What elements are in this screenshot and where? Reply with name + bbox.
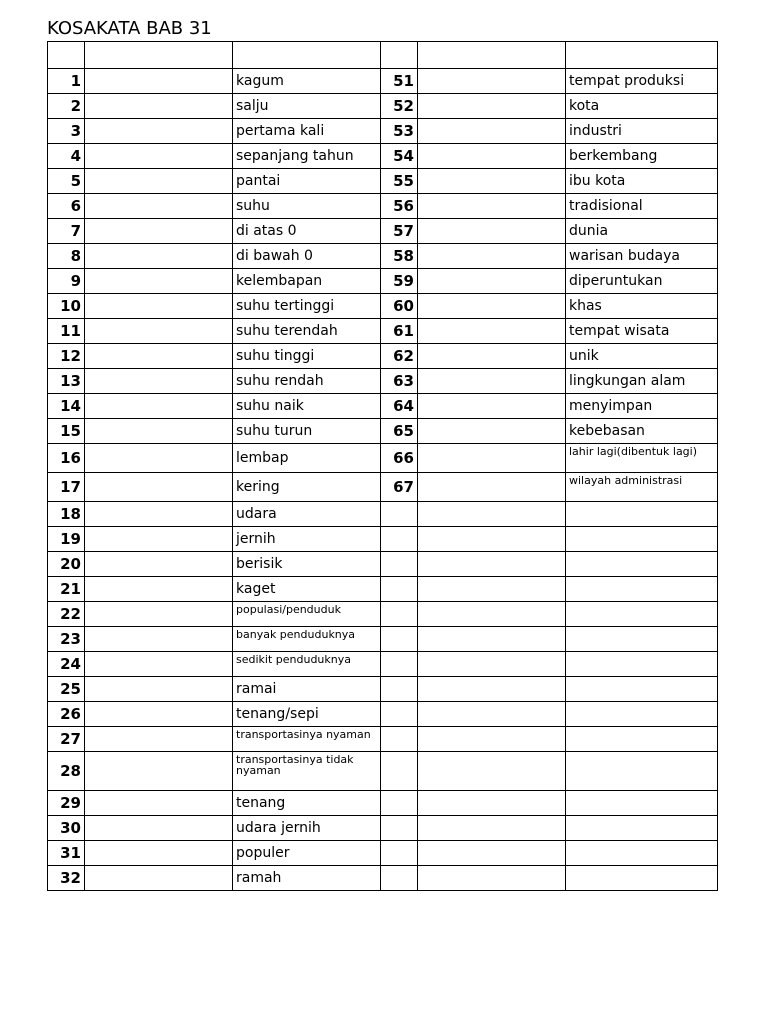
japanese-term-right	[418, 244, 566, 269]
meaning-left: ramah	[233, 866, 381, 891]
row-number-right	[381, 677, 418, 702]
row-number-right: 60	[381, 294, 418, 319]
table-row	[48, 244, 718, 269]
meaning-left: di bawah 0	[233, 244, 381, 269]
row-number-right: 55	[381, 169, 418, 194]
table-row	[48, 791, 718, 816]
japanese-term-left	[85, 527, 233, 552]
row-number-left: 14	[48, 394, 85, 419]
table-row	[48, 144, 718, 169]
table-row	[48, 473, 718, 502]
japanese-term-right	[418, 752, 566, 791]
japanese-term-left	[85, 69, 233, 94]
japanese-term-left	[85, 269, 233, 294]
japanese-term-right	[418, 577, 566, 602]
meaning-right: tempat wisata	[566, 319, 718, 344]
table-row	[48, 344, 718, 369]
row-number-right: 52	[381, 94, 418, 119]
meaning-left: populasi/penduduk	[233, 602, 381, 627]
meaning-right: berkembang	[566, 144, 718, 169]
row-number-left: 21	[48, 577, 85, 602]
row-number-left: 2	[48, 94, 85, 119]
japanese-term-right	[418, 219, 566, 244]
japanese-term-left	[85, 791, 233, 816]
row-number-left: 4	[48, 144, 85, 169]
row-number-left: 9	[48, 269, 85, 294]
table-row	[48, 194, 718, 219]
row-number-right: 67	[381, 473, 418, 502]
meaning-left: kaget	[233, 577, 381, 602]
table-row	[48, 419, 718, 444]
vocabulary-table	[47, 41, 718, 891]
japanese-term-right	[418, 502, 566, 527]
row-number-right	[381, 602, 418, 627]
meaning-right: tempat produksi	[566, 69, 718, 94]
row-number-right	[381, 552, 418, 577]
row-number-left: 15	[48, 419, 85, 444]
meaning-right: diperuntukan	[566, 269, 718, 294]
row-number-left: 18	[48, 502, 85, 527]
meaning-right	[566, 627, 718, 652]
row-number-right: 63	[381, 369, 418, 394]
header-japanese-right	[418, 42, 566, 69]
meaning-right: dunia	[566, 219, 718, 244]
row-number-left: 30	[48, 816, 85, 841]
table-row	[48, 69, 718, 94]
table-header-row	[48, 42, 718, 69]
japanese-term-left	[85, 552, 233, 577]
row-number-left: 16	[48, 444, 85, 473]
meaning-left: tenang/sepi	[233, 702, 381, 727]
row-number-left: 28	[48, 752, 85, 791]
table-row	[48, 294, 718, 319]
row-number-left: 12	[48, 344, 85, 369]
japanese-term-left	[85, 94, 233, 119]
table-row	[48, 219, 718, 244]
meaning-right: lingkungan alam	[566, 369, 718, 394]
header-number-right	[381, 42, 418, 69]
meaning-right: warisan budaya	[566, 244, 718, 269]
japanese-term-right	[418, 677, 566, 702]
meaning-right: kebebasan	[566, 419, 718, 444]
japanese-term-right	[418, 727, 566, 752]
japanese-term-right	[418, 527, 566, 552]
header-japanese-left	[85, 42, 233, 69]
row-number-right	[381, 841, 418, 866]
meaning-left: pertama kali	[233, 119, 381, 144]
row-number-left: 7	[48, 219, 85, 244]
row-number-right: 59	[381, 269, 418, 294]
japanese-term-left	[85, 702, 233, 727]
japanese-term-right	[418, 444, 566, 473]
japanese-term-left	[85, 394, 233, 419]
row-number-left: 20	[48, 552, 85, 577]
row-number-left: 31	[48, 841, 85, 866]
table-row	[48, 816, 718, 841]
table-row	[48, 866, 718, 891]
table-row	[48, 677, 718, 702]
meaning-right	[566, 752, 718, 791]
meaning-right	[566, 866, 718, 891]
japanese-term-left	[85, 319, 233, 344]
meaning-left: tenang	[233, 791, 381, 816]
row-number-right	[381, 791, 418, 816]
japanese-term-left	[85, 419, 233, 444]
japanese-term-left	[85, 577, 233, 602]
table-row	[48, 527, 718, 552]
meaning-right: ibu kota	[566, 169, 718, 194]
table-row	[48, 444, 718, 473]
japanese-term-right	[418, 473, 566, 502]
meaning-left: sepanjang tahun	[233, 144, 381, 169]
japanese-term-right	[418, 816, 566, 841]
header-number-left	[48, 42, 85, 69]
meaning-left: transportasinya nyaman	[233, 727, 381, 752]
row-number-right	[381, 527, 418, 552]
meaning-right: tradisional	[566, 194, 718, 219]
japanese-term-left	[85, 344, 233, 369]
japanese-term-left	[85, 119, 233, 144]
row-number-right: 66	[381, 444, 418, 473]
japanese-term-right	[418, 119, 566, 144]
japanese-term-left	[85, 502, 233, 527]
japanese-term-left	[85, 602, 233, 627]
japanese-term-left	[85, 652, 233, 677]
meaning-left: ramai	[233, 677, 381, 702]
meaning-right: kota	[566, 94, 718, 119]
meaning-right	[566, 677, 718, 702]
table-row	[48, 394, 718, 419]
row-number-right	[381, 652, 418, 677]
japanese-term-left	[85, 816, 233, 841]
meaning-left: populer	[233, 841, 381, 866]
row-number-right	[381, 627, 418, 652]
row-number-left: 6	[48, 194, 85, 219]
row-number-right	[381, 752, 418, 791]
meaning-left: berisik	[233, 552, 381, 577]
meaning-left: jernih	[233, 527, 381, 552]
meaning-right: industri	[566, 119, 718, 144]
row-number-left: 8	[48, 244, 85, 269]
header-meaning-right	[566, 42, 718, 69]
japanese-term-right	[418, 294, 566, 319]
meaning-left: suhu turun	[233, 419, 381, 444]
table-row	[48, 841, 718, 866]
japanese-term-right	[418, 552, 566, 577]
japanese-term-right	[418, 319, 566, 344]
row-number-left: 27	[48, 727, 85, 752]
meaning-left: suhu rendah	[233, 369, 381, 394]
vocabulary-rows	[48, 69, 718, 891]
meaning-right: wilayah administrasi	[566, 473, 718, 502]
row-number-right: 56	[381, 194, 418, 219]
japanese-term-right	[418, 369, 566, 394]
row-number-right: 61	[381, 319, 418, 344]
table-row	[48, 627, 718, 652]
japanese-term-right	[418, 194, 566, 219]
row-number-left: 22	[48, 602, 85, 627]
meaning-right	[566, 791, 718, 816]
meaning-right	[566, 577, 718, 602]
row-number-right	[381, 702, 418, 727]
meaning-left: suhu terendah	[233, 319, 381, 344]
table-row	[48, 752, 718, 791]
row-number-right	[381, 577, 418, 602]
japanese-term-left	[85, 752, 233, 791]
meaning-left: suhu tinggi	[233, 344, 381, 369]
table-row	[48, 119, 718, 144]
meaning-right	[566, 702, 718, 727]
row-number-right	[381, 727, 418, 752]
table-row	[48, 269, 718, 294]
row-number-left: 3	[48, 119, 85, 144]
japanese-term-right	[418, 602, 566, 627]
table-row	[48, 552, 718, 577]
header-meaning-left	[233, 42, 381, 69]
japanese-term-left	[85, 219, 233, 244]
japanese-term-left	[85, 294, 233, 319]
table-row	[48, 502, 718, 527]
table-row	[48, 169, 718, 194]
japanese-term-left	[85, 444, 233, 473]
meaning-left: suhu tertinggi	[233, 294, 381, 319]
meaning-right	[566, 602, 718, 627]
japanese-term-right	[418, 94, 566, 119]
japanese-term-right	[418, 791, 566, 816]
japanese-term-left	[85, 244, 233, 269]
row-number-right: 57	[381, 219, 418, 244]
japanese-term-left	[85, 727, 233, 752]
meaning-left: banyak penduduknya	[233, 627, 381, 652]
table-row	[48, 602, 718, 627]
row-number-right	[381, 866, 418, 891]
meaning-left: di atas 0	[233, 219, 381, 244]
japanese-term-right	[418, 144, 566, 169]
japanese-term-right	[418, 269, 566, 294]
row-number-left: 1	[48, 69, 85, 94]
meaning-right	[566, 502, 718, 527]
row-number-left: 10	[48, 294, 85, 319]
row-number-right: 54	[381, 144, 418, 169]
page-title: KOSAKATA BAB 31	[47, 18, 212, 39]
row-number-right: 64	[381, 394, 418, 419]
row-number-right: 58	[381, 244, 418, 269]
row-number-left: 26	[48, 702, 85, 727]
table-row	[48, 652, 718, 677]
japanese-term-left	[85, 627, 233, 652]
meaning-right	[566, 552, 718, 577]
row-number-right: 53	[381, 119, 418, 144]
japanese-term-right	[418, 169, 566, 194]
row-number-left: 13	[48, 369, 85, 394]
row-number-left: 25	[48, 677, 85, 702]
meaning-right	[566, 841, 718, 866]
japanese-term-right	[418, 841, 566, 866]
meaning-right	[566, 816, 718, 841]
meaning-right: menyimpan	[566, 394, 718, 419]
row-number-right: 51	[381, 69, 418, 94]
meaning-left: kelembapan	[233, 269, 381, 294]
meaning-left: salju	[233, 94, 381, 119]
row-number-right: 65	[381, 419, 418, 444]
japanese-term-right	[418, 702, 566, 727]
row-number-left: 11	[48, 319, 85, 344]
japanese-term-left	[85, 677, 233, 702]
japanese-term-right	[418, 652, 566, 677]
japanese-term-left	[85, 169, 233, 194]
meaning-left: suhu naik	[233, 394, 381, 419]
meaning-left: transportasinya tidak nyaman	[233, 752, 381, 791]
japanese-term-right	[418, 866, 566, 891]
japanese-term-left	[85, 194, 233, 219]
japanese-term-right	[418, 69, 566, 94]
japanese-term-left	[85, 841, 233, 866]
japanese-term-right	[418, 419, 566, 444]
row-number-left: 19	[48, 527, 85, 552]
meaning-right: khas	[566, 294, 718, 319]
meaning-right	[566, 652, 718, 677]
table-row	[48, 577, 718, 602]
row-number-left: 17	[48, 473, 85, 502]
row-number-left: 23	[48, 627, 85, 652]
japanese-term-right	[418, 344, 566, 369]
table-row	[48, 319, 718, 344]
japanese-term-right	[418, 627, 566, 652]
japanese-term-left	[85, 866, 233, 891]
japanese-term-right	[418, 394, 566, 419]
row-number-left: 24	[48, 652, 85, 677]
japanese-term-left	[85, 144, 233, 169]
japanese-term-left	[85, 369, 233, 394]
meaning-left: pantai	[233, 169, 381, 194]
row-number-right	[381, 502, 418, 527]
row-number-left: 29	[48, 791, 85, 816]
meaning-left: kering	[233, 473, 381, 502]
meaning-left: udara jernih	[233, 816, 381, 841]
row-number-left: 5	[48, 169, 85, 194]
meaning-left: lembap	[233, 444, 381, 473]
meaning-left: udara	[233, 502, 381, 527]
table-row	[48, 94, 718, 119]
row-number-left: 32	[48, 866, 85, 891]
meaning-left: kagum	[233, 69, 381, 94]
table-row	[48, 369, 718, 394]
row-number-right	[381, 816, 418, 841]
meaning-right: unik	[566, 344, 718, 369]
row-number-right: 62	[381, 344, 418, 369]
table-row	[48, 727, 718, 752]
japanese-term-left	[85, 473, 233, 502]
meaning-right	[566, 727, 718, 752]
meaning-left: sedikit penduduknya	[233, 652, 381, 677]
meaning-right: lahir lagi(dibentuk lagi)	[566, 444, 718, 473]
table-row	[48, 702, 718, 727]
meaning-right	[566, 527, 718, 552]
meaning-left: suhu	[233, 194, 381, 219]
